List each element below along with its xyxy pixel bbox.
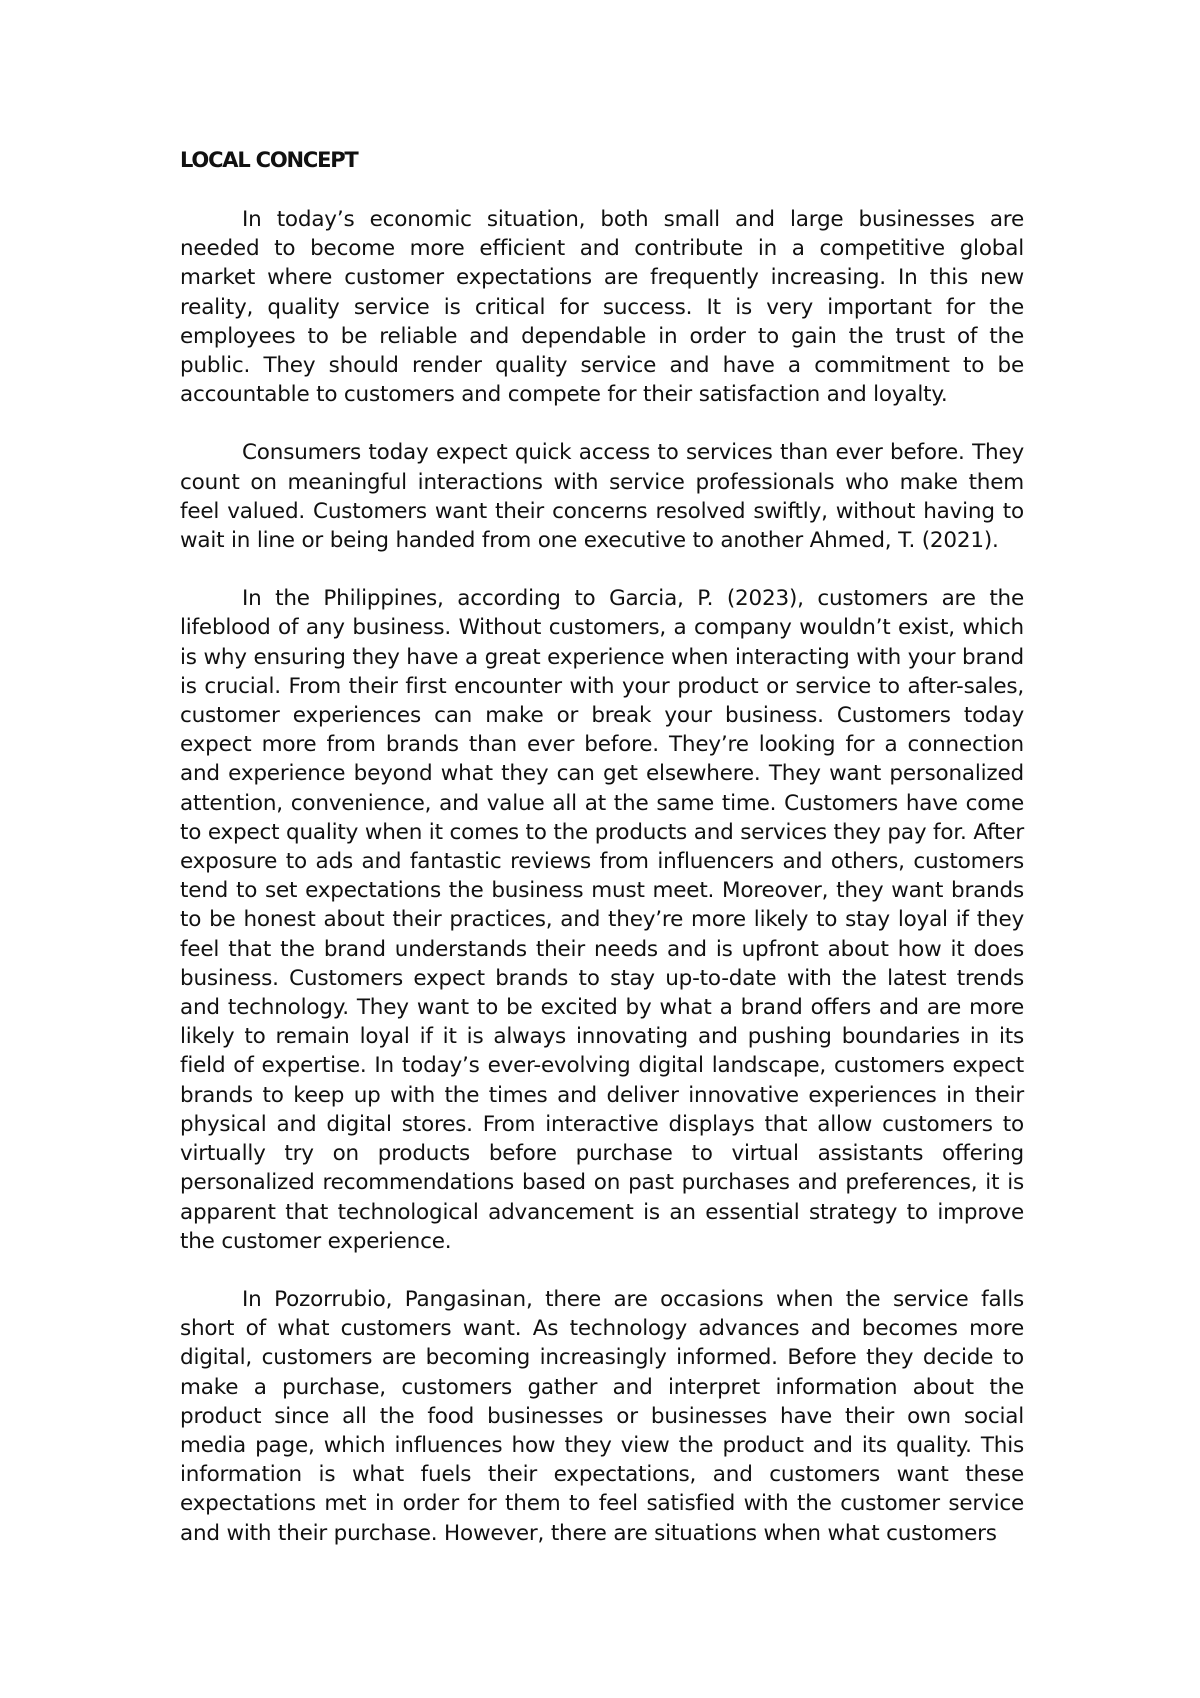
section-heading: LOCAL CONCEPT (180, 148, 358, 172)
paragraph-2: Consumers today expect quick access to services than ever before. They count on meaningful interactions with service professionals who make them feel valued. Customers want their concerns resolved swiftly, without having to wait in line or being handed from one executive to another Ahmed, T. (2021). (180, 440, 1024, 554)
paragraph-4: In Pozorrubio, Pangasinan, there are occasions when the service falls short of what customers want. As technology advances and becomes more digital, customers are becoming increasingly informed. Before they decide to make a purchase, customers gather and interpret information about the product since all the food businesses or businesses have their own social media page, which influences how they view the product and its quality. This information is what fuels their expectations, and customers want these expectations met in order for them to feel satisfied with the customer service and with their purchase. However, there are situations when what customers (180, 1286, 1024, 1546)
document-body (180, 146, 1024, 1548)
paragraph-1: In today’s economic situation, both small and large businesses are needed to become more efficient and contribute in a competitive global market where customer expectations are frequently increasing. In this new reality, quality service is critical for success. It is very important for the employees to be reliable and dependable in order to gain the trust of the public. They should render quality service and have a commitment to be accountable to customers and compete for their satisfaction and loyalty. (180, 207, 1024, 408)
paragraph-3: In the Philippines, according to Garcia, P. (2023), customers are the lifeblood of any business. Without customers, a company wouldn’t exist, which is why ensuring they have a great experience when interacting with your brand is crucial. From their first encounter with your product or service to after-sales, customer experiences can make or break your business. Customers today expect more from brands than ever before. They’re looking for a connection and experience beyond what they can get elsewhere. They want personalized attention, convenience, and value all at the same time. Customers have come to expect quality when it comes to the products and services they pay for. After exposure to ads and fantastic reviews from influencers and others, customers tend to set expectations the business must meet. Moreover, they want brands to be honest about their practices, and they’re more likely to stay loyal if they feel that the brand understands their needs and is upfront about how it does business. Customers expect brands to stay up-to-date with the latest trends and technology. They want to be excited by what a brand offers and are more likely to remain loyal if it is always innovating and pushing boundaries in its field of expertise. In today’s ever-evolving digital landscape, customers expect brands to keep up with the times and deliver innovative experiences in their physical and digital stores. From interactive displays that allow customers to virtually try on products before purchase to virtual assistants offering personalized recommendations based on past purchases and preferences, it is apparent that technological advancement is an essential strategy to improve the customer experience. (180, 586, 1024, 1254)
